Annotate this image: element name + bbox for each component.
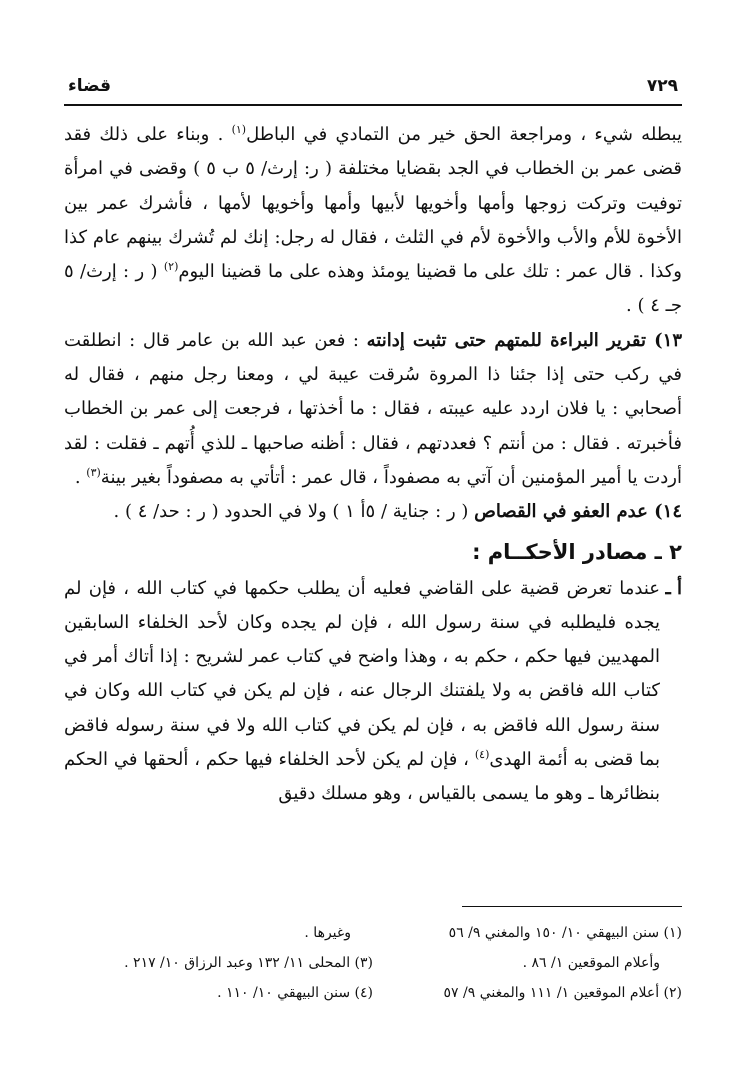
alef-tail: ، فإن لم يكن لأحد الخلفاء فيها حكم ، ألحقها في الحكم بنظائرها ـ وهو ما يسمى بالقياس ، وهو مسلك دقيق	[64, 749, 660, 805]
paragraph-alef	[64, 572, 682, 812]
item-13-text: : فعن عبد الله بن عامر قال : انطلقت في ركب حتى إذا جئنا ذا المروة سُرقت عيبة لي ، ومعنا رجل منهم ، فقال له أصحابي : يا فلان اردد عليه عيبته ، فقال : ما أخذتها ، فرجعت إلى عمر بن الخطاب فأخبرته . فقال : من أنتم ؟ فعددتهم ، فقال : أظنه صاحبها ـ للذي أُتهم ـ فقلت : لقد أردت يا أمير المؤمنين أن آتي به مصفوداً ، قال عمر : أتأتي به مصفوداً بغير بينة	[64, 329, 682, 488]
alef-label: أ ـ	[665, 577, 682, 599]
item-13-tail: .	[74, 466, 87, 488]
footnote-1: (١) سنن البيهقي ١٠/ ١٥٠ والمغني ٩/ ٥٦	[448, 925, 682, 941]
alef-text: عندما تعرض قضية على القاضي فعليه أن يطلب حكمها في كتاب الله ، فإن لم يجده فليطلبه في سنة رسول الله ، فإن لم يجده وكان لأحد الخلفاء السابقين المهديين فيها حكم ، حكم به ، وهذا واضح في كتاب عمر لشريح : إذا أتاك أمر في كتاب الله فاقض به ولا يلفتنك الرجال عنه ، فإن لم يكن في كتاب الله وكان في سنة رسول الله فاقض به ، فإن لم يكن في كتاب الله ولا في سنة رسوله فاقض بما قضى به أئمة الهدى	[64, 577, 660, 771]
footnote-4: (٤) سنن البيهقي ١٠/ ١١٠ .	[217, 985, 373, 1001]
page-number: ٧٢٩	[646, 76, 678, 96]
footnotes	[64, 918, 682, 1008]
footnote-3: (٣) المحلى ١١/ ١٣٢ وعبد الرزاق ١٠/ ٢١٧ .	[124, 955, 373, 971]
item-12-tail: ( ر : إرث/ ٥ جـ ٤ ) .	[64, 261, 682, 317]
item-12-text: يبطله شيء ، ومراجعة الحق خير من التمادي في الباطل	[246, 124, 682, 145]
footnote-ref-2: (٢)	[163, 260, 179, 274]
item-13-heading: ١٣) تقرير البراءة للمتهم حتى تثبت إدانته	[366, 329, 682, 351]
section-2-title: ٢ ـ مصادر الأحكــام :	[472, 539, 682, 564]
footnote-ref-1: (١)	[231, 123, 247, 136]
footnote-1-line-2: وأعلام الموقعين ١/ ٨٦ .	[522, 955, 660, 971]
item-14	[64, 495, 682, 529]
item-13	[64, 324, 682, 495]
page-header	[64, 70, 682, 106]
item-14-text: ( ر : جناية / ٥أ ١ ) ولا في الحدود ( ر : حد/ ٤ ) .	[113, 501, 475, 523]
main-text	[64, 118, 682, 812]
item-12-continuation	[64, 118, 682, 324]
footnote-2-continuation: وغيرها .	[304, 925, 351, 941]
footnote-divider	[462, 906, 682, 907]
running-title: قضاء	[68, 76, 111, 96]
footnote-2: (٢) أعلام الموقعين ١/ ١١١ والمغني ٩/ ٥٧	[443, 985, 682, 1001]
item-14-heading: ١٤) عدم العفو في القصاص	[474, 501, 682, 523]
footnotes-left-column	[64, 918, 373, 1008]
footnote-ref-4: (٤)	[474, 748, 490, 762]
item-12-text-2: . وبناء على ذلك فقد قضى عمر بن الخطاب في الجد بقضايا مختلفة ( ر: إرث/ ٥ ب ٥ ) وقضى في امرأة توفيت وتركت زوجها وأمها وأخويها لأبيها وأمها وأخويها لأمها ، فأشرك عمر بين الأخوة للأم والأب والأخوة لأم في الثلث ، فقال له رجل: إنك لم تُشرك بينهم عام كذا وكذا . قال عمر : تلك على ما قضينا يومئذ وهذه على ما قضينا اليوم	[64, 124, 683, 283]
footnote-ref-3: (٣)	[86, 465, 101, 479]
footnotes-right-column	[373, 918, 682, 1008]
